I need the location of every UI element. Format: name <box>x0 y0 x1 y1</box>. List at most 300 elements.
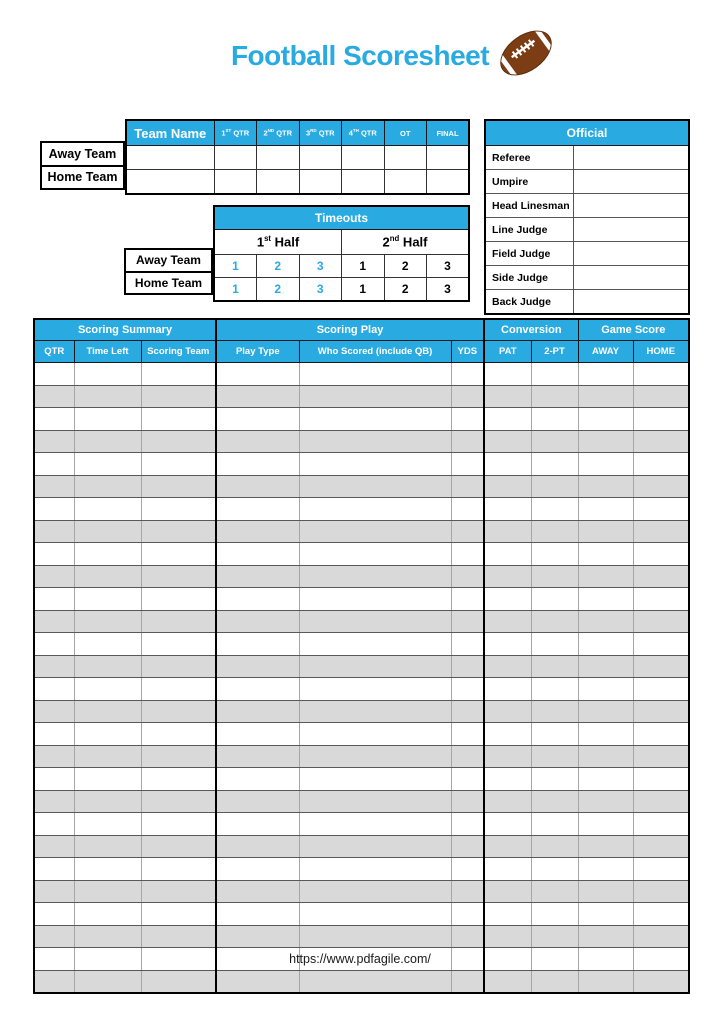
scoring-cell[interactable] <box>216 385 299 408</box>
scoring-cell[interactable] <box>299 633 451 656</box>
scoring-cell[interactable] <box>531 363 578 386</box>
scoring-cell[interactable] <box>34 835 74 858</box>
scoring-cell[interactable] <box>74 520 141 543</box>
scoring-cell[interactable] <box>633 880 689 903</box>
scoring-cell[interactable] <box>531 655 578 678</box>
scoring-cell[interactable] <box>451 475 484 498</box>
scoring-cell[interactable] <box>34 453 74 476</box>
scoring-cell[interactable] <box>34 858 74 881</box>
scoring-cell[interactable] <box>141 678 216 701</box>
scoring-cell[interactable] <box>299 408 451 431</box>
scoring-cell[interactable] <box>578 925 633 948</box>
scoring-cell[interactable] <box>633 475 689 498</box>
scoring-cell[interactable] <box>578 678 633 701</box>
scoring-cell[interactable] <box>216 678 299 701</box>
scoring-cell[interactable] <box>484 565 531 588</box>
scoring-cell[interactable] <box>34 813 74 836</box>
official-name-cell[interactable] <box>573 170 689 194</box>
scoring-cell[interactable] <box>633 790 689 813</box>
scoring-cell[interactable] <box>74 813 141 836</box>
scoring-cell[interactable] <box>34 925 74 948</box>
scoring-cell[interactable] <box>451 498 484 521</box>
scoring-cell[interactable] <box>451 813 484 836</box>
scoring-cell[interactable] <box>531 610 578 633</box>
scoring-cell[interactable] <box>578 610 633 633</box>
scoring-cell[interactable] <box>578 880 633 903</box>
scoring-cell[interactable] <box>216 723 299 746</box>
scoring-cell[interactable] <box>216 655 299 678</box>
scoring-cell[interactable] <box>484 655 531 678</box>
scoring-cell[interactable] <box>633 925 689 948</box>
scoring-cell[interactable] <box>578 385 633 408</box>
team-name-labels <box>40 141 125 190</box>
scoring-cell[interactable] <box>299 700 451 723</box>
scoring-cell[interactable] <box>299 655 451 678</box>
scoring-cell[interactable] <box>141 520 216 543</box>
scoring-cell[interactable] <box>299 588 451 611</box>
scoring-cell[interactable] <box>451 903 484 926</box>
scoring-cell[interactable] <box>451 678 484 701</box>
scoring-cell[interactable] <box>299 565 451 588</box>
scoring-cell[interactable] <box>578 655 633 678</box>
scoring-cell[interactable] <box>484 700 531 723</box>
scoring-cell[interactable] <box>299 543 451 566</box>
scoring-cell[interactable] <box>451 385 484 408</box>
scoring-cell[interactable] <box>34 678 74 701</box>
scoring-cell[interactable] <box>141 565 216 588</box>
scoring-cell[interactable] <box>216 835 299 858</box>
team-name-cell[interactable] <box>126 170 214 195</box>
quarter-score-cell[interactable] <box>214 170 257 195</box>
scoring-cell[interactable] <box>141 475 216 498</box>
scoring-cell[interactable] <box>141 655 216 678</box>
scoring-cell[interactable] <box>74 723 141 746</box>
scoring-cell[interactable] <box>633 813 689 836</box>
scoring-cell[interactable] <box>633 970 689 993</box>
scoring-cell[interactable] <box>216 610 299 633</box>
official-name-cell[interactable] <box>573 290 689 315</box>
scoring-cell[interactable] <box>578 835 633 858</box>
scoring-cell[interactable] <box>141 498 216 521</box>
quarter-score-cell[interactable] <box>342 170 385 195</box>
scoring-cell[interactable] <box>141 723 216 746</box>
scoring-cell[interactable] <box>141 745 216 768</box>
scoring-cell[interactable] <box>299 858 451 881</box>
scoring-cell[interactable] <box>216 858 299 881</box>
scoring-cell[interactable] <box>34 498 74 521</box>
scoring-cell[interactable] <box>299 385 451 408</box>
scoring-cell[interactable] <box>216 408 299 431</box>
scoring-cell[interactable] <box>451 543 484 566</box>
scoring-cell[interactable] <box>299 768 451 791</box>
scoring-cell[interactable] <box>216 880 299 903</box>
scoring-cell[interactable] <box>74 408 141 431</box>
official-name-cell[interactable] <box>573 266 689 290</box>
scoring-cell[interactable] <box>299 610 451 633</box>
scoring-cell[interactable] <box>578 363 633 386</box>
scoring-cell[interactable] <box>633 723 689 746</box>
scoring-cell[interactable] <box>141 363 216 386</box>
scoring-row <box>34 408 689 431</box>
footer-link[interactable]: https://www.pdfagile.com/ <box>289 952 431 966</box>
scoring-cell[interactable] <box>578 430 633 453</box>
football-icon <box>494 24 558 82</box>
quarter-score-cell[interactable] <box>384 146 427 170</box>
scoring-cell[interactable] <box>74 543 141 566</box>
scoring-cell[interactable] <box>34 520 74 543</box>
scoring-cell[interactable] <box>216 768 299 791</box>
scoring-cell[interactable] <box>216 453 299 476</box>
scoring-cell[interactable] <box>531 385 578 408</box>
scoring-cell[interactable] <box>451 790 484 813</box>
scoring-cell[interactable] <box>216 498 299 521</box>
scoring-cell[interactable] <box>34 903 74 926</box>
scoring-cell[interactable] <box>484 520 531 543</box>
scoring-cell[interactable] <box>216 588 299 611</box>
scoring-cell[interactable] <box>216 363 299 386</box>
scoring-cell[interactable] <box>74 970 141 993</box>
scoring-cell[interactable] <box>74 768 141 791</box>
scoring-cell[interactable] <box>484 835 531 858</box>
scoring-cell[interactable] <box>451 408 484 431</box>
official-name-cell[interactable] <box>573 194 689 218</box>
scoring-cell[interactable] <box>484 408 531 431</box>
scoring-cell[interactable] <box>141 430 216 453</box>
scoring-cell[interactable] <box>484 813 531 836</box>
scoring-cell[interactable] <box>484 475 531 498</box>
scoring-cell[interactable] <box>299 790 451 813</box>
scoring-cell[interactable] <box>633 903 689 926</box>
scoring-cell[interactable] <box>216 813 299 836</box>
scoring-cell[interactable] <box>484 430 531 453</box>
scoring-cell[interactable] <box>141 543 216 566</box>
scoring-cell[interactable] <box>451 700 484 723</box>
scoring-cell[interactable] <box>484 363 531 386</box>
scoring-cell[interactable] <box>578 768 633 791</box>
scoring-cell[interactable] <box>484 678 531 701</box>
scoring-cell[interactable] <box>484 745 531 768</box>
scoring-cell[interactable] <box>74 903 141 926</box>
scoring-cell[interactable] <box>451 835 484 858</box>
scoring-cell[interactable] <box>531 520 578 543</box>
scoring-cell[interactable] <box>141 700 216 723</box>
scoring-cell[interactable] <box>34 565 74 588</box>
scoring-cell[interactable] <box>34 700 74 723</box>
scoring-cell[interactable] <box>451 970 484 993</box>
scoring-cell[interactable] <box>74 835 141 858</box>
scoring-cell[interactable] <box>451 745 484 768</box>
scoring-cell[interactable] <box>34 723 74 746</box>
scoring-cell[interactable] <box>484 588 531 611</box>
scoring-cell[interactable] <box>484 543 531 566</box>
quarter-score-cell[interactable] <box>214 146 257 170</box>
scoring-cell[interactable] <box>141 835 216 858</box>
scoring-cell[interactable] <box>451 520 484 543</box>
scoring-cell[interactable] <box>74 790 141 813</box>
scoring-cell[interactable] <box>531 858 578 881</box>
scoring-cell[interactable] <box>216 520 299 543</box>
scoring-cell[interactable] <box>578 790 633 813</box>
scoring-cell[interactable] <box>484 903 531 926</box>
scoring-cell[interactable] <box>451 880 484 903</box>
scoring-cell[interactable] <box>451 430 484 453</box>
scoring-cell[interactable] <box>484 925 531 948</box>
scoring-cell[interactable] <box>216 543 299 566</box>
scoring-cell[interactable] <box>578 903 633 926</box>
scoring-cell[interactable] <box>578 498 633 521</box>
scoring-cell[interactable] <box>74 880 141 903</box>
scoring-cell[interactable] <box>531 678 578 701</box>
scoring-cell[interactable] <box>633 385 689 408</box>
scoring-cell[interactable] <box>216 790 299 813</box>
scoring-cell[interactable] <box>216 745 299 768</box>
scoring-cell[interactable] <box>299 475 451 498</box>
scoring-cell[interactable] <box>299 498 451 521</box>
scoring-cell[interactable] <box>216 700 299 723</box>
quarter-score-cell[interactable] <box>257 146 300 170</box>
scoring-cell[interactable] <box>578 858 633 881</box>
scoring-cell[interactable] <box>633 565 689 588</box>
scoring-cell[interactable] <box>484 498 531 521</box>
scoring-cell[interactable] <box>299 880 451 903</box>
scoring-cell[interactable] <box>578 520 633 543</box>
scoring-cell[interactable] <box>141 633 216 656</box>
scoring-cell[interactable] <box>451 768 484 791</box>
scoring-cell[interactable] <box>633 588 689 611</box>
scoring-cell[interactable] <box>299 678 451 701</box>
quarter-score-cell[interactable] <box>257 170 300 195</box>
scoring-cell[interactable] <box>74 858 141 881</box>
scoring-cell[interactable] <box>484 790 531 813</box>
scoring-cell[interactable] <box>531 723 578 746</box>
scoring-cell[interactable] <box>141 610 216 633</box>
scoring-cell[interactable] <box>578 745 633 768</box>
scoring-cell[interactable] <box>531 700 578 723</box>
scoring-cell[interactable] <box>451 453 484 476</box>
scoring-cell[interactable] <box>216 970 299 993</box>
scoring-cell[interactable] <box>451 655 484 678</box>
timeouts-halves-row <box>214 230 469 255</box>
scoring-cell[interactable] <box>34 790 74 813</box>
scoring-cell[interactable] <box>299 453 451 476</box>
scoring-cell[interactable] <box>451 723 484 746</box>
scoring-cell[interactable] <box>451 858 484 881</box>
scoring-cell[interactable] <box>299 925 451 948</box>
scoring-cell[interactable] <box>633 858 689 881</box>
scoring-cell[interactable] <box>633 498 689 521</box>
scoring-cell[interactable] <box>484 610 531 633</box>
scoring-cell[interactable] <box>34 385 74 408</box>
scoring-cell[interactable] <box>484 858 531 881</box>
scoring-cell[interactable] <box>484 880 531 903</box>
scoring-cell[interactable] <box>216 925 299 948</box>
scoring-cell[interactable] <box>531 835 578 858</box>
scoring-cell[interactable] <box>578 543 633 566</box>
scoring-cell[interactable] <box>578 813 633 836</box>
official-name-cell[interactable] <box>573 146 689 170</box>
scoring-cell[interactable] <box>633 768 689 791</box>
scoring-cell[interactable] <box>141 790 216 813</box>
scoring-cell[interactable] <box>74 745 141 768</box>
scoring-cell[interactable] <box>484 970 531 993</box>
scoring-cell[interactable] <box>34 655 74 678</box>
scoring-cell[interactable] <box>451 588 484 611</box>
scoring-cell[interactable] <box>633 835 689 858</box>
scoring-cell[interactable] <box>216 475 299 498</box>
scoring-cell[interactable] <box>633 453 689 476</box>
scoring-cell[interactable] <box>141 408 216 431</box>
scoring-cell[interactable] <box>484 768 531 791</box>
scoring-cell[interactable] <box>578 970 633 993</box>
scoring-cell[interactable] <box>34 408 74 431</box>
scoring-cell[interactable] <box>531 543 578 566</box>
scoring-cell[interactable] <box>216 430 299 453</box>
scoring-cell[interactable] <box>74 430 141 453</box>
scoring-cell[interactable] <box>74 655 141 678</box>
official-role-label: Umpire <box>485 170 573 194</box>
scoring-cell[interactable] <box>299 430 451 453</box>
scoring-cell[interactable] <box>299 970 451 993</box>
scoring-cell[interactable] <box>531 903 578 926</box>
official-name-cell[interactable] <box>573 218 689 242</box>
scoring-cell[interactable] <box>34 475 74 498</box>
official-name-cell[interactable] <box>573 242 689 266</box>
scoring-cell[interactable] <box>633 655 689 678</box>
scoring-cell[interactable] <box>299 520 451 543</box>
scoring-cell[interactable] <box>299 903 451 926</box>
scoring-cell[interactable] <box>299 723 451 746</box>
scoring-cell[interactable] <box>531 453 578 476</box>
scoring-cell[interactable] <box>34 543 74 566</box>
scoring-cell[interactable] <box>633 520 689 543</box>
scoring-cell[interactable] <box>484 633 531 656</box>
scoring-cell[interactable] <box>531 970 578 993</box>
scoring-cell[interactable] <box>141 858 216 881</box>
scoring-cell[interactable] <box>299 745 451 768</box>
scoring-cell[interactable] <box>141 385 216 408</box>
scoring-cell[interactable] <box>633 745 689 768</box>
scoring-cell[interactable] <box>484 723 531 746</box>
scoring-cell[interactable] <box>34 633 74 656</box>
scoring-cell[interactable] <box>578 723 633 746</box>
scoring-cell[interactable] <box>299 835 451 858</box>
time-left-column-header: Time Left <box>74 341 141 363</box>
scoring-cell[interactable] <box>299 813 451 836</box>
scoring-cell[interactable] <box>74 453 141 476</box>
scoring-cell[interactable] <box>74 363 141 386</box>
quarter-score-cell[interactable] <box>342 146 385 170</box>
scoring-cell[interactable] <box>74 633 141 656</box>
quarter-score-cell[interactable] <box>427 170 470 195</box>
scoring-cell[interactable] <box>531 475 578 498</box>
scoring-cell[interactable] <box>531 498 578 521</box>
scoring-cell[interactable] <box>34 768 74 791</box>
quarter-score-cell[interactable] <box>299 170 342 195</box>
team-name-cell[interactable] <box>126 146 214 170</box>
scoring-cell[interactable] <box>633 363 689 386</box>
scoring-cell[interactable] <box>216 633 299 656</box>
scoring-cell[interactable] <box>34 588 74 611</box>
scoring-cell[interactable] <box>299 363 451 386</box>
scoring-cell[interactable] <box>578 700 633 723</box>
scoring-cell[interactable] <box>633 430 689 453</box>
scoring-cell[interactable] <box>141 813 216 836</box>
scoring-cell[interactable] <box>74 925 141 948</box>
scoring-cell[interactable] <box>484 453 531 476</box>
scoring-cell[interactable] <box>633 678 689 701</box>
scoring-cell[interactable] <box>34 610 74 633</box>
scoring-cell[interactable] <box>74 700 141 723</box>
quarter-score-cell[interactable] <box>427 146 470 170</box>
scoring-cell[interactable] <box>141 925 216 948</box>
scoring-cell[interactable] <box>531 880 578 903</box>
scoring-cell[interactable] <box>34 970 74 993</box>
second-half-header: 2nd Half <box>342 230 470 255</box>
scoring-cell[interactable] <box>141 768 216 791</box>
scoring-cell[interactable] <box>74 565 141 588</box>
scoring-cell[interactable] <box>531 813 578 836</box>
scoring-cell[interactable] <box>216 903 299 926</box>
scoring-cell[interactable] <box>531 768 578 791</box>
quarter-score-cell[interactable] <box>299 146 342 170</box>
scoring-cell[interactable] <box>633 633 689 656</box>
scoring-cell[interactable] <box>633 700 689 723</box>
scoring-cell[interactable] <box>531 745 578 768</box>
scoring-cell[interactable] <box>141 903 216 926</box>
scoring-cell[interactable] <box>141 970 216 993</box>
scoring-cell[interactable] <box>34 430 74 453</box>
scoring-cell[interactable] <box>633 543 689 566</box>
scoring-cell[interactable] <box>34 363 74 386</box>
scoring-cell[interactable] <box>531 633 578 656</box>
scoring-cell[interactable] <box>633 408 689 431</box>
scoring-cell[interactable] <box>141 588 216 611</box>
scoring-cell[interactable] <box>216 565 299 588</box>
scoring-cell[interactable] <box>531 588 578 611</box>
scoring-cell[interactable] <box>484 385 531 408</box>
scoring-cell[interactable] <box>74 678 141 701</box>
scoring-cell[interactable] <box>74 385 141 408</box>
scoring-cell[interactable] <box>578 453 633 476</box>
scoring-cell[interactable] <box>74 610 141 633</box>
scoring-cell[interactable] <box>74 498 141 521</box>
scoring-cell[interactable] <box>451 565 484 588</box>
scoring-cell[interactable] <box>451 633 484 656</box>
scoring-cell[interactable] <box>578 408 633 431</box>
scoring-cell[interactable] <box>451 925 484 948</box>
scoring-cell[interactable] <box>34 745 74 768</box>
scoring-cell[interactable] <box>578 633 633 656</box>
quarter-score-cell[interactable] <box>384 170 427 195</box>
scoring-cell[interactable] <box>451 363 484 386</box>
scoring-cell[interactable] <box>578 475 633 498</box>
scoring-play-group-header: Scoring Play <box>216 319 484 341</box>
scoring-cell[interactable] <box>74 475 141 498</box>
scoring-cell[interactable] <box>578 588 633 611</box>
scoring-cell[interactable] <box>578 565 633 588</box>
scoring-cell[interactable] <box>141 453 216 476</box>
scoring-cell[interactable] <box>633 610 689 633</box>
scoring-cell[interactable] <box>531 565 578 588</box>
scoring-cell[interactable] <box>74 588 141 611</box>
scoring-cell[interactable] <box>531 408 578 431</box>
scoring-cell[interactable] <box>531 430 578 453</box>
scoring-cell[interactable] <box>34 880 74 903</box>
scoring-cell[interactable] <box>141 880 216 903</box>
scoring-cell[interactable] <box>531 925 578 948</box>
scoring-cell[interactable] <box>531 790 578 813</box>
scoring-cell[interactable] <box>451 610 484 633</box>
